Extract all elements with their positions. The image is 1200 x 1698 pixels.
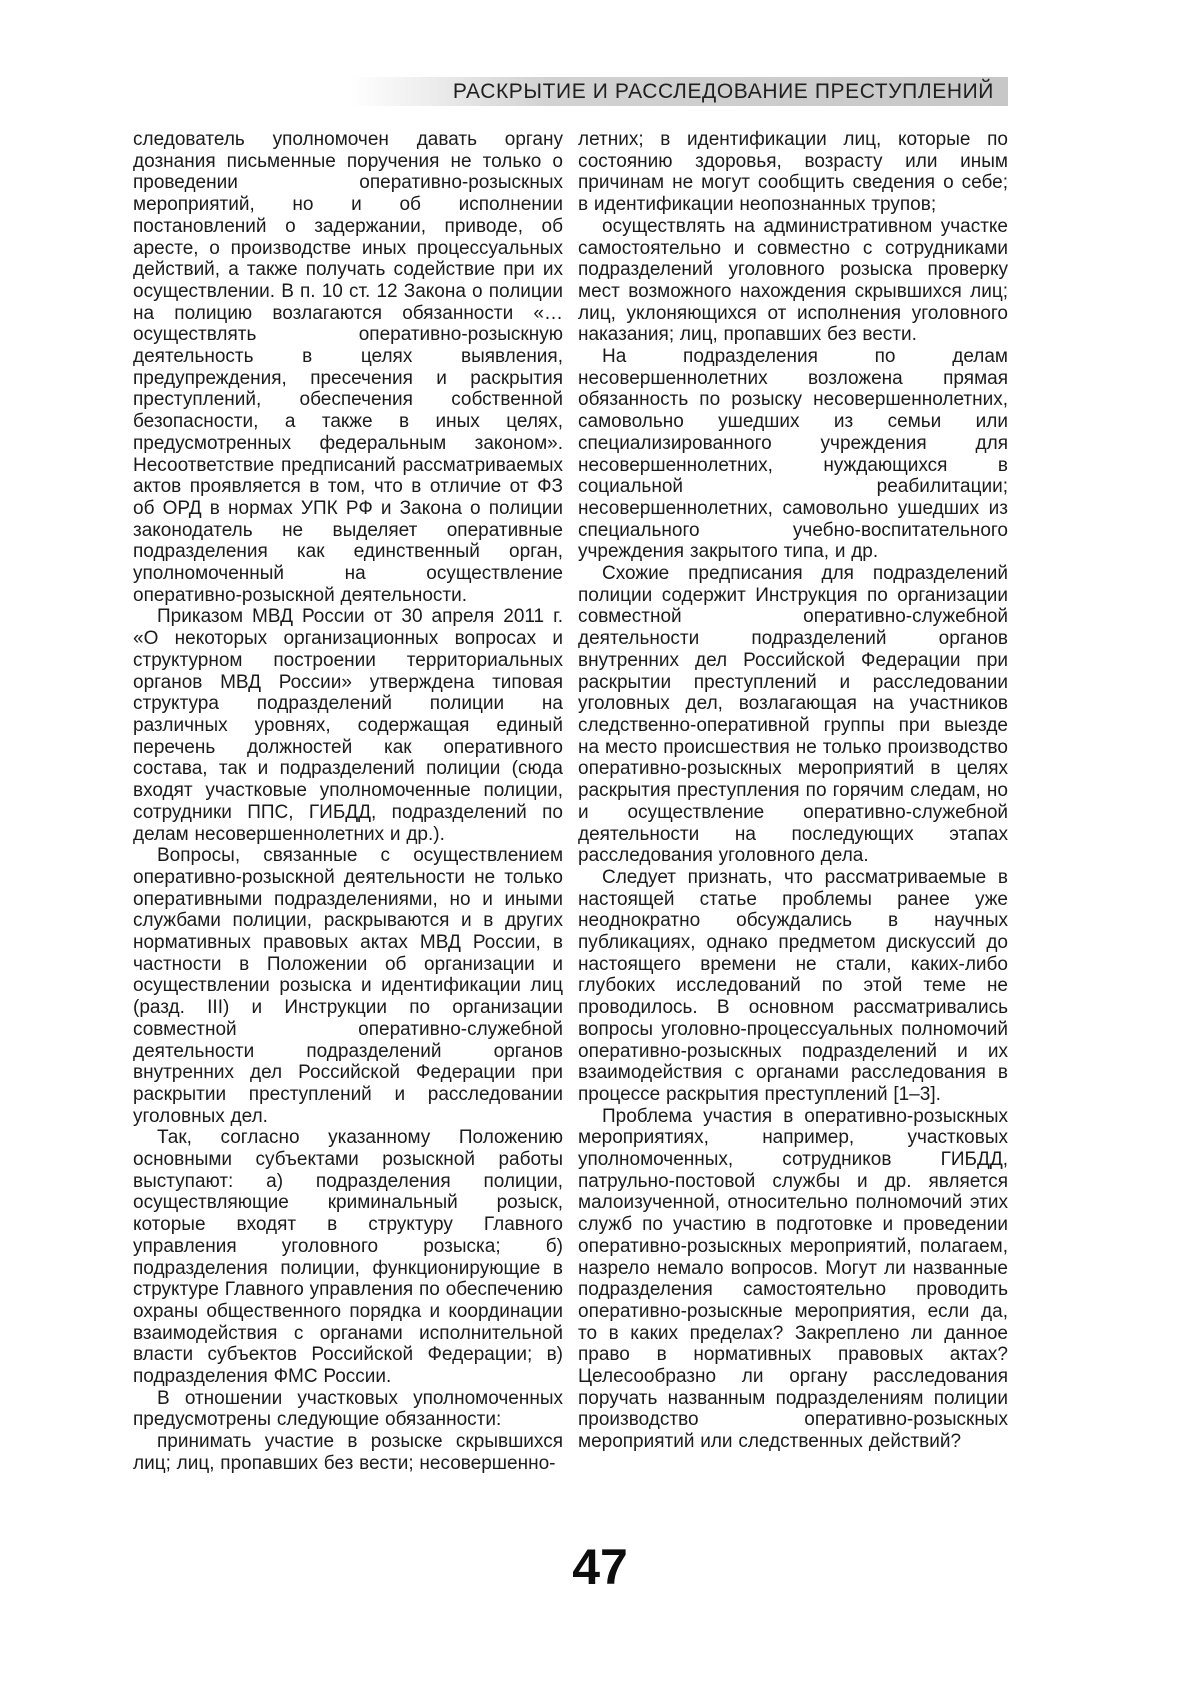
paragraph: следователь уполномочен давать органу дознания письменные поручения не только о проведении оперативно-розыскных мероприятий, но и об исполнении постановлений о задержании, приводе, об аресте, о производстве иных процессуальных действий, а также получать содействие при их осуществлении. В п. 10 ст. 12 Закона о полиции на полицию возлагаются обязанности «…осуществлять оперативно-розыскную деятельность в целях выявления, предупреждения, пресечения и раскрытия преступлений, обеспечения собственной безопасности, а также в иных целях, предусмотренных федеральным законом». Несоответствие предписаний рассматриваемых актов проявляется в том, что в отличие от ФЗ об ОРД в нормах УПК РФ и Закона о полиции законодатель не выделяет оперативные подразделения как единственный орган, уполномоченный на осуществление оперативно-розыскной деятельности.	[133, 129, 563, 606]
running-head-bar	[350, 77, 1008, 106]
paragraph: Приказом МВД России от 30 апреля 2011 г. «О некоторых организационных вопросах и структурном построении территориальных органов МВД России» утверждена типовая структура подразделений полиции на различных уровнях, содержащая единый перечень должностей как оперативного состава, так и подразделений полиции (сюда входят участковые уполномоченные полиции, сотрудники ППС, ГИБДД, подразделений по делам несовершеннолетних и др.).	[133, 606, 563, 845]
paragraph: летних; в идентификации лиц, которые по состоянию здоровья, возрасту или иным причинам не могут сообщить сведения о себе; в идентификации неопознанных трупов;	[578, 129, 1008, 216]
page-number: 47	[572, 1539, 628, 1595]
paragraph: принимать участие в розыске скрывшихся лиц; лиц, пропавших без вести; несовершенно-	[133, 1431, 563, 1474]
right-text-column	[578, 129, 1008, 1475]
paragraph: осуществлять на административном участке самостоятельно и совместно с сотрудниками подразделений уголовного розыска проверку мест возможного нахождения скрывшихся лиц; лиц, уклоняющихся от исполнения уголовного наказания; лиц, пропавших без вести.	[578, 215, 1008, 346]
article-body	[133, 129, 1008, 1475]
paragraph: Схожие предписания для подразделений полиции содержит Инструкция по организации совместной оперативно-служебной деятельности подразделений органов внутренних дел Российской Федерации при раскрытии преступлений и расследовании уголовных дел, возлагающая на участников следственно-оперативной группы при выезде на место происшествия не только производство оперативно-розыскных мероприятий в целях раскрытия преступления по горячим следам, но и осуществление оперативно-служебной деятельности на последующих этапах расследования уголовного дела.	[578, 563, 1008, 867]
running-head-title: РАСКРЫТИЕ И РАССЛЕДОВАНИЕ ПРЕСТУПЛЕНИЙ	[452, 79, 994, 103]
paragraph: На подразделения по делам несовершеннолетних возложена прямая обязанность по розыску несовершеннолетних, самовольно ушедших из семьи или специализированного учреждения для несовершеннолетних, нуждающихся в социальной реабилитации; несовершеннолетних, самовольно ушедших из специального учебно-воспитательного учреждения закрытого типа, и др.	[578, 346, 1008, 563]
left-text-column	[133, 129, 563, 1475]
paragraph: Следует признать, что рассматриваемые в настоящей статье проблемы ранее уже неоднократно обсуждались в научных публикациях, однако предметом дискуссий до настоящего времени не стали, каких-либо глубоких исследований по этой теме не проводилось. В основном рассматривались вопросы уголовно-процессуальных полномочий оперативно-розыскных подразделений и их взаимодействия с органами расследования в процессе раскрытия преступлений [1–3].	[578, 866, 1008, 1105]
paragraph: Вопросы, связанные с осуществлением оперативно-розыскной деятельности не только оперативными подразделениями, но и иными службами полиции, раскрываются и в других нормативных правовых актах МВД России, в частности в Положении об организации и осуществлении розыска и идентификации лиц (разд. III) и Инструкции по организации совместной оперативно-служебной деятельности подразделений органов внутренних дел Российской Федерации при раскрытии преступлений и расследовании уголовных дел.	[133, 845, 563, 1127]
paragraph: Проблема участия в оперативно-розыскных мероприятиях, например, участковых уполномоченных, сотрудников ГИБДД, патрульно-постовой службы и др. является малоизученной, относительно полномочий этих служб по участию в подготовке и проведении оперативно-розыскных мероприятий, полагаем, назрело немало вопросов. Могут ли названные подразделения самостоятельно проводить оперативно-розыскные мероприятия, если да, то в каких пределах? Закреплено ли данное право в нормативных правовых актах? Целесообразно ли органу расследования поручать названным подразделениям полиции производство оперативно-розыскных мероприятий или следственных действий?	[578, 1105, 1008, 1453]
paragraph: В отношении участковых уполномоченных предусмотрены следующие обязанности:	[133, 1387, 563, 1431]
paragraph: Так, согласно указанному Положению основными субъектами розыскной работы выступают: а) подразделения полиции, осуществляющие криминальный розыск, которые входят в структуру Главного управления уголовного розыска; б) подразделения полиции, функционирующие в структуре Главного управления по обеспечению охраны общественного порядка и координации взаимодействия с органами исполнительной власти субъектов Российской Федерации; в) подразделения ФМС России.	[133, 1127, 563, 1388]
